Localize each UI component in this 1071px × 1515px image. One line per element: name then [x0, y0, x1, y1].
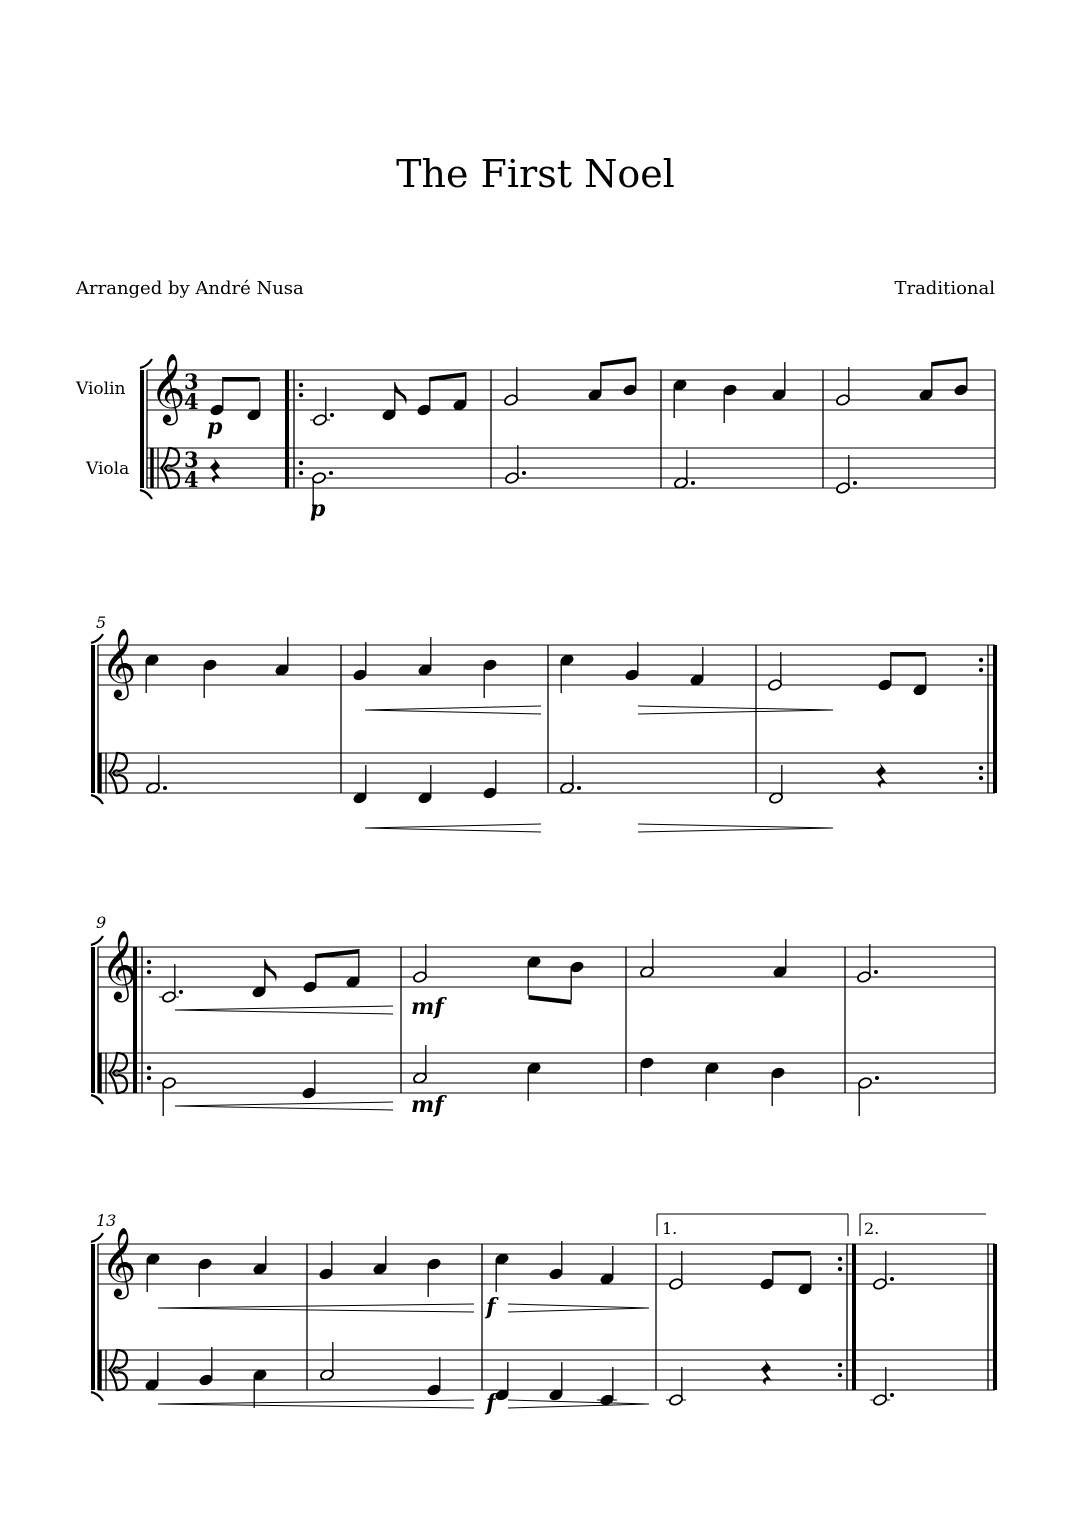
system-brace: [91, 795, 103, 804]
augmentation-dot: [853, 481, 857, 485]
volta-label: 1.: [662, 1219, 678, 1238]
start-repeat: [147, 960, 151, 964]
dynamic-f: f: [486, 1390, 496, 1416]
measure-number: 9: [96, 913, 107, 932]
end-repeat: [979, 776, 983, 780]
augmentation-dot: [890, 1393, 894, 1397]
end-repeat: [838, 1363, 842, 1367]
crescendo-hairpin: [158, 1400, 474, 1404]
augmentation-dot: [163, 786, 167, 790]
augmentation-dot: [577, 786, 581, 790]
decrescendo-hairpin: [508, 1400, 649, 1404]
crescendo-hairpin: [175, 1106, 393, 1110]
viola-time-signature: 4: [184, 467, 199, 492]
crescendo-hairpin: [158, 1308, 474, 1312]
system-brace: [91, 1392, 103, 1401]
decrescendo-hairpin: [638, 710, 833, 714]
crescendo-hairpin: [365, 828, 541, 832]
dynamic-f: f: [486, 1294, 496, 1320]
augmentation-dot: [874, 970, 878, 974]
note-beam: [773, 1251, 811, 1256]
composer-credit: Traditional: [894, 278, 995, 299]
end-repeat: [979, 668, 983, 672]
system-brace: [91, 1095, 103, 1104]
crescendo-hairpin: [365, 710, 541, 714]
augmentation-dot: [179, 990, 183, 994]
decrescendo-hairpin: [508, 1404, 649, 1408]
start-repeat: [299, 461, 303, 465]
crescendo-hairpin: [158, 1304, 474, 1308]
crescendo-hairpin: [175, 1010, 393, 1014]
augmentation-dot: [890, 1277, 894, 1281]
augmentation-dot: [522, 471, 526, 475]
violin-label: Violin: [76, 379, 126, 399]
note-beam: [223, 377, 260, 382]
start-repeat: [299, 393, 303, 397]
decrescendo-hairpin: [508, 1308, 649, 1312]
note-beam: [932, 357, 967, 367]
score-title: The First Noel: [396, 152, 675, 196]
treble-clef: 𝄞: [150, 353, 186, 423]
system-brace: [140, 490, 152, 499]
end-repeat: [979, 658, 983, 662]
start-repeat: [299, 383, 303, 387]
note-flag: [265, 959, 277, 982]
note-beam: [528, 995, 571, 1005]
crescendo-hairpin: [365, 824, 541, 828]
dynamic-p: p: [310, 496, 326, 522]
quarter-rest: [210, 458, 221, 483]
start-repeat: [299, 471, 303, 475]
treble-clef: 𝄞: [101, 930, 137, 1000]
note-beam: [601, 357, 636, 367]
treble-clef: 𝄞: [101, 628, 137, 698]
crescendo-hairpin: [158, 1404, 474, 1408]
end-repeat: [838, 1257, 842, 1261]
violin-time-signature: 3: [184, 369, 199, 394]
augmentation-dot: [875, 1076, 879, 1080]
decrescendo-hairpin: [508, 1304, 649, 1308]
end-repeat: [838, 1373, 842, 1377]
augmentation-dot: [691, 481, 695, 485]
augmentation-dot: [330, 413, 334, 417]
end-repeat: [838, 1267, 842, 1271]
violin-time-signature: 4: [184, 389, 199, 414]
start-repeat: [147, 1066, 151, 1070]
treble-clef: 𝄞: [101, 1227, 137, 1297]
viola-time-signature: 3: [184, 447, 199, 472]
quarter-rest: [876, 763, 887, 788]
quarter-rest: [761, 1360, 772, 1385]
viola-label: Viola: [86, 459, 130, 479]
measure-number: 13: [96, 1211, 117, 1230]
arranger-credit: Arranged by André Nusa: [76, 278, 304, 299]
dynamic-mf: mf: [411, 1092, 444, 1118]
start-repeat: [147, 1076, 151, 1080]
dynamic-mf: mf: [411, 994, 444, 1020]
crescendo-hairpin: [175, 1006, 393, 1010]
decrescendo-hairpin: [638, 706, 833, 710]
note-flag: [395, 382, 407, 405]
end-repeat: [979, 766, 983, 770]
crescendo-hairpin: [175, 1102, 393, 1106]
start-repeat: [147, 970, 151, 974]
decrescendo-hairpin: [638, 828, 833, 832]
volta-label: 2.: [864, 1219, 880, 1238]
crescendo-hairpin: [365, 706, 541, 710]
note-beam: [891, 652, 926, 657]
augmentation-dot: [329, 471, 333, 475]
decrescendo-hairpin: [638, 824, 833, 828]
measure-number: 5: [96, 613, 107, 632]
dynamic-p: p: [207, 414, 223, 440]
